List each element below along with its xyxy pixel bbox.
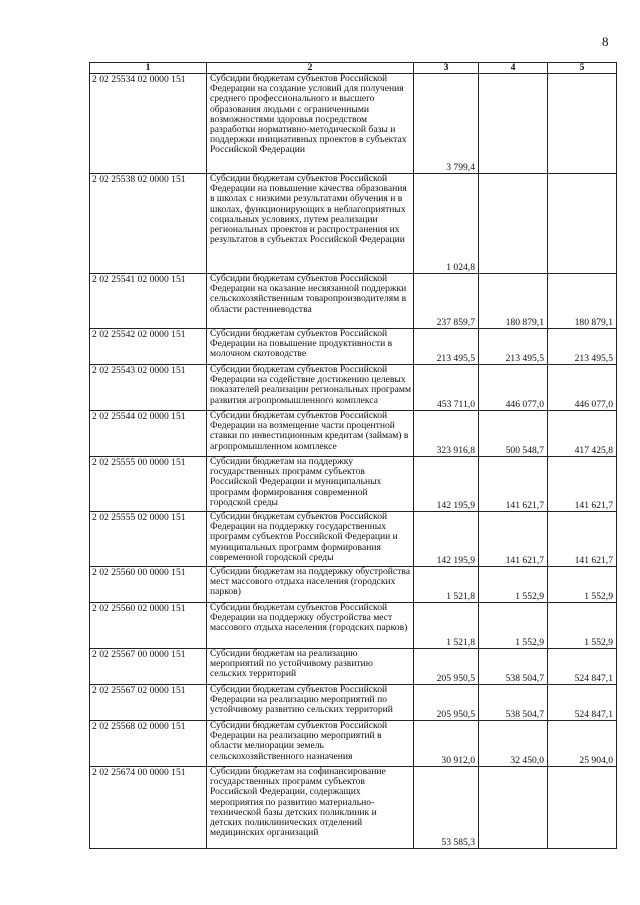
description-cell: Субсидии бюджетам субъектов Российской Федерации на возмещение части процентной ставки по инвестиционным кредитам (займам) в агропромышленном комплексе xyxy=(207,411,414,457)
description-cell: Субсидии бюджетам субъектов Российской Федерации на реализацию мероприятий в области мелиорации земель сельскохозяйственного назначения xyxy=(207,721,414,767)
value-col3-cell: 1 521,8 xyxy=(414,603,479,649)
value-col3-cell: 1 521,8 xyxy=(414,567,479,603)
table-row xyxy=(90,457,617,512)
value-col4-cell: 446 077,0 xyxy=(479,365,548,411)
table-row xyxy=(90,174,617,274)
value-col3-cell: 53 585,3 xyxy=(414,767,479,849)
column-header: 4 xyxy=(479,63,548,74)
description-cell: Субсидии бюджетам на софинансирование государственных программ субъектов Российской Федерации, содержащих мероприятия по развитию материально-технической базы детских поликлиник и детских поликлинических отделений медицинских организаций xyxy=(207,767,414,849)
budget-code-cell: 2 02 25538 02 0000 151 xyxy=(90,174,207,274)
value-col3-cell: 323 916,8 xyxy=(414,411,479,457)
value-col3-cell: 30 912,0 xyxy=(414,721,479,767)
budget-code-cell: 2 02 25568 02 0000 151 xyxy=(90,721,207,767)
value-col5-cell: 1 552,9 xyxy=(548,567,617,603)
value-col4-cell: 1 552,9 xyxy=(479,567,548,603)
value-col5-cell xyxy=(548,74,617,174)
value-col4-cell: 141 621,7 xyxy=(479,457,548,512)
value-col4-cell: 213 495,5 xyxy=(479,329,548,365)
value-col4-cell: 180 879,1 xyxy=(479,274,548,329)
value-col5-cell: 524 847,1 xyxy=(548,685,617,721)
budget-code-cell: 2 02 25543 02 0000 151 xyxy=(90,365,207,411)
description-cell: Субсидии бюджетам субъектов Российской Федерации на создание условий для получения среднего профессионального и высшего образования людьми с ограниченными возможностями здоровья посредством разработки нормативно-методической базы и поддержки инициативных проектов в субъектах Российской Федерации xyxy=(207,74,414,174)
description-cell: Субсидии бюджетам субъектов Российской Федерации на поддержку обустройства мест массового отдыха населения (городских парков) xyxy=(207,603,414,649)
value-col4-cell xyxy=(479,74,548,174)
value-col5-cell: 180 879,1 xyxy=(548,274,617,329)
value-col5-cell: 1 552,9 xyxy=(548,603,617,649)
table-row xyxy=(90,685,617,721)
budget-code-cell: 2 02 25567 00 0000 151 xyxy=(90,649,207,685)
column-header: 5 xyxy=(548,63,617,74)
budget-code-cell: 2 02 25567 02 0000 151 xyxy=(90,685,207,721)
value-col3-cell: 1 024,8 xyxy=(414,174,479,274)
value-col3-cell: 142 195,9 xyxy=(414,512,479,567)
description-cell: Субсидии бюджетам на поддержку государственных программ субъектов Российской Федерации и муниципальных программ формирования современной городской среды xyxy=(207,457,414,512)
budget-code-cell: 2 02 25534 02 0000 151 xyxy=(90,74,207,174)
value-col3-cell: 453 711,0 xyxy=(414,365,479,411)
value-col5-cell: 446 077,0 xyxy=(548,365,617,411)
value-col4-cell: 141 621,7 xyxy=(479,512,548,567)
value-col4-cell xyxy=(479,767,548,849)
value-col5-cell xyxy=(548,767,617,849)
value-col5-cell xyxy=(548,174,617,274)
column-header: 3 xyxy=(414,63,479,74)
value-col4-cell: 538 504,7 xyxy=(479,649,548,685)
value-col3-cell: 3 799,4 xyxy=(414,74,479,174)
value-col5-cell: 141 621,7 xyxy=(548,512,617,567)
value-col5-cell: 141 621,7 xyxy=(548,457,617,512)
value-col5-cell: 25 904,0 xyxy=(548,721,617,767)
value-col5-cell: 524 847,1 xyxy=(548,649,617,685)
description-cell: Субсидии бюджетам субъектов Российской Федерации на повышение продуктивности в молочном скотоводстве xyxy=(207,329,414,365)
table-row xyxy=(90,567,617,603)
description-cell: Субсидии бюджетам субъектов Российской Федерации на повышение качества образования в школах с низкими результатами обучения и в школах, функционирующих в неблагоприятных социальных условиях, путем реализации региональных проектов и распространения их результатов в субъектах Российской Федерации xyxy=(207,174,414,274)
value-col3-cell: 205 950,5 xyxy=(414,685,479,721)
table-row xyxy=(90,365,617,411)
description-cell: Субсидии бюджетам на реализацию мероприятий по устойчивому развитию сельских территорий xyxy=(207,649,414,685)
value-col4-cell: 500 548,7 xyxy=(479,411,548,457)
table-header-row xyxy=(90,63,617,74)
description-cell: Субсидии бюджетам на поддержку обустройства мест массового отдыха населения (городских парков) xyxy=(207,567,414,603)
value-col3-cell: 142 195,9 xyxy=(414,457,479,512)
value-col4-cell: 538 504,7 xyxy=(479,685,548,721)
table-row xyxy=(90,512,617,567)
value-col4-cell xyxy=(479,174,548,274)
value-col3-cell: 237 859,7 xyxy=(414,274,479,329)
table-row xyxy=(90,411,617,457)
column-header: 2 xyxy=(207,63,414,74)
budget-table xyxy=(89,62,617,849)
table-row xyxy=(90,721,617,767)
table-row xyxy=(90,329,617,365)
value-col4-cell: 1 552,9 xyxy=(479,603,548,649)
table-row xyxy=(90,649,617,685)
value-col5-cell: 417 425,8 xyxy=(548,411,617,457)
budget-code-cell: 2 02 25555 00 0000 151 xyxy=(90,457,207,512)
budget-code-cell: 2 02 25560 00 0000 151 xyxy=(90,567,207,603)
table-row xyxy=(90,603,617,649)
budget-code-cell: 2 02 25542 02 0000 151 xyxy=(90,329,207,365)
budget-code-cell: 2 02 25541 02 0000 151 xyxy=(90,274,207,329)
value-col3-cell: 213 495,5 xyxy=(414,329,479,365)
value-col3-cell: 205 950,5 xyxy=(414,649,479,685)
description-cell: Субсидии бюджетам субъектов Российской Федерации на оказание несвязанной поддержки сельскохозяйственным товаропроизводителям в области растениеводства xyxy=(207,274,414,329)
value-col5-cell: 213 495,5 xyxy=(548,329,617,365)
column-header: 1 xyxy=(90,63,207,74)
page-number: 8 xyxy=(602,34,609,49)
description-cell: Субсидии бюджетам субъектов Российской Федерации на содействие достижению целевых показателей реализации региональных программ развития агропромышленного комплекса xyxy=(207,365,414,411)
budget-code-cell: 2 02 25674 00 0000 151 xyxy=(90,767,207,849)
description-cell: Субсидии бюджетам субъектов Российской Федерации на реализацию мероприятий по устойчивому развитию сельских территорий xyxy=(207,685,414,721)
description-cell: Субсидии бюджетам субъектов Российской Федерации на поддержку государственных программ субъектов Российской Федерации и муниципальных программ формирования современной городской среды xyxy=(207,512,414,567)
budget-code-cell: 2 02 25544 02 0000 151 xyxy=(90,411,207,457)
value-col4-cell: 32 450,0 xyxy=(479,721,548,767)
table-row xyxy=(90,767,617,849)
table-row xyxy=(90,74,617,174)
table-row xyxy=(90,274,617,329)
budget-code-cell: 2 02 25560 02 0000 151 xyxy=(90,603,207,649)
budget-code-cell: 2 02 25555 02 0000 151 xyxy=(90,512,207,567)
